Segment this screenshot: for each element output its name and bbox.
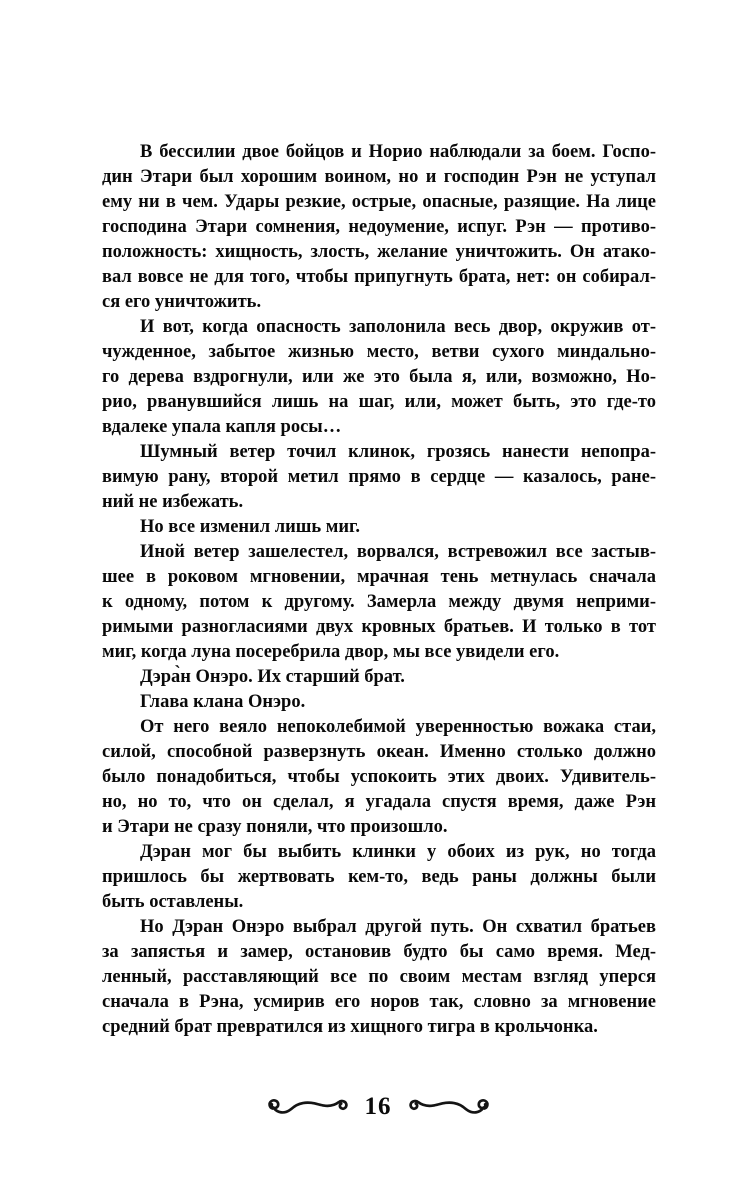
text-line: Дэра̀н Онэро. Их старший брат. <box>140 667 405 687</box>
text-line: И вот, когда опасность заполонила весь двор, окружив от- <box>140 317 656 337</box>
text-line: было понадобиться, чтобы успокоить этих двоих. Удивитель- <box>102 767 656 787</box>
text-line: вал вовсе не для того, чтобы припугнуть брата, нет: он собирал- <box>102 267 656 287</box>
text-line: ний не избежать. <box>102 492 244 512</box>
text-line: сначала в Рэна, усмирив его норов так, словно за мгновение <box>102 992 656 1012</box>
text-line: От него веяло непоколебимой уверенностью вожака стаи, <box>140 717 656 737</box>
text-line: шее в роковом мгновении, мрачная тень метнулась сначала <box>102 567 656 587</box>
text-line: Шумный ветер точил клинок, грозясь нанести непопра- <box>140 442 656 462</box>
text-line: господина Этари сомнения, недоумение, испуг. Рэн — противо- <box>102 217 656 237</box>
text-line: средний брат превратился из хищного тигра в крольчонка. <box>102 1017 598 1037</box>
text-line: ся его уничтожить. <box>102 292 262 312</box>
flourish-ornament-left-icon <box>266 1094 350 1118</box>
text-line: миг, когда луна посеребрила двор, мы все увидели его. <box>102 642 560 662</box>
text-line: дин Этари был хорошим воином, но и господин Рэн не уступал <box>102 167 656 187</box>
text-line: ленный, расставляющий все по своим местам взгляд уперся <box>102 967 656 987</box>
body-text <box>102 140 656 1040</box>
text-line: римыми разногласиями двух кровных братьев. И только в тот <box>102 617 656 637</box>
text-line: рио, рванувшийся лишь на шаг, или, может быть, это где-то <box>102 392 656 412</box>
text-line: положность: хищность, злость, желание уничтожить. Он атако- <box>102 242 656 262</box>
text-line: го дерева вздрогнули, или же это была я, или, возможно, Но- <box>102 367 656 387</box>
page-footer <box>0 1088 756 1124</box>
text-line: силой, способной разверзнуть океан. Именно столько должно <box>102 742 656 762</box>
text-line: и Этари не сразу поняли, что произошло. <box>102 817 448 837</box>
flourish-ornament-right-icon <box>407 1094 491 1118</box>
text-line: ему ни в чем. Удары резкие, острые, опасные, разящие. На лице <box>102 192 656 212</box>
text-line: за запястья и замер, остановив будто бы само время. Мед- <box>102 942 656 962</box>
text-line: но, но то, что он сделал, я угадала спустя время, даже Рэн <box>102 792 656 812</box>
text-line: чужденное, забытое жизнью место, ветви сухого миндально- <box>102 342 656 362</box>
text-line: Иной ветер зашелестел, ворвался, встревожил все застыв- <box>140 542 656 562</box>
text-line: пришлось бы жертвовать кем-то, ведь раны должны были <box>102 867 656 887</box>
text-line: к одному, потом к другому. Замерла между двумя неприми- <box>102 592 656 612</box>
text-line: В бессилии двое бойцов и Норио наблюдали за боем. Госпо- <box>140 142 656 162</box>
text-line: Глава клана Онэро. <box>140 692 306 712</box>
text-line: Дэран мог бы выбить клинки у обоих из рук, но тогда <box>140 842 656 862</box>
text-line: Но Дэран Онэро выбрал другой путь. Он схватил братьев <box>140 917 656 937</box>
text-line: быть оставлены. <box>102 892 244 912</box>
text-line: вдалеке упала капля росы… <box>102 417 342 437</box>
page-number: 16 <box>364 1092 392 1120</box>
text-line: вимую рану, второй метил прямо в сердце — казалось, ране- <box>102 467 656 487</box>
text-line: Но все изменил лишь миг. <box>140 517 360 537</box>
